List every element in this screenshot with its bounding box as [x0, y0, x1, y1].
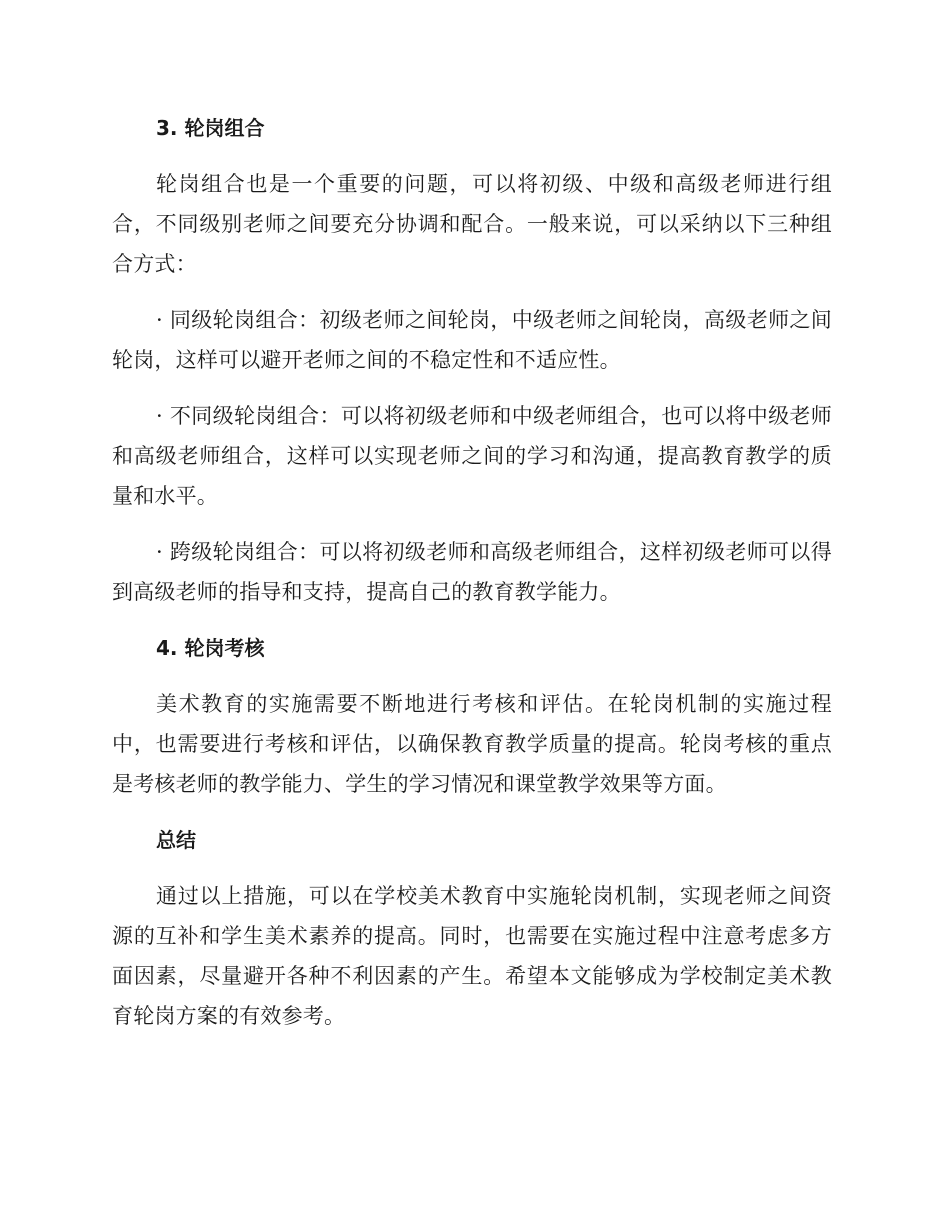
- bullet-cross-level: · 跨级轮岗组合：可以将初级老师和高级老师组合，这样初级老师可以得到高级老师的指导和支持，提高自己的教育教学能力。: [112, 540, 832, 604]
- summary-body: 通过以上措施，可以在学校美术教育中实施轮岗机制，实现老师之间资源的互补和学生美术素养的提高。同时，也需要在实施过程中注意考虑多方面因素，尽量避开各种不利因素的产生。希望本文能够成为学校制定美术教育轮岗方案的有效参考。: [112, 884, 832, 1028]
- section-4-heading: 4. 轮岗考核: [156, 636, 265, 660]
- bullet-different-level: · 不同级轮岗组合：可以将初级老师和中级老师组合，也可以将中级老师和高级老师组合，这样可以实现老师之间的学习和沟通，提高教育教学的质量和水平。: [112, 404, 832, 508]
- bullet-same-level: · 同级轮岗组合：初级老师之间轮岗，中级老师之间轮岗，高级老师之间轮岗，这样可以避开老师之间的不稳定性和不适应性。: [112, 308, 832, 372]
- section-4-body: 美术教育的实施需要不断地进行考核和评估。在轮岗机制的实施过程中，也需要进行考核和评估，以确保教育教学质量的提高。轮岗考核的重点是考核老师的教学能力、学生的学习情况和课堂教学效果等方面。: [112, 692, 832, 796]
- summary-heading: 总结: [156, 828, 196, 852]
- section-3-heading: 3. 轮岗组合: [156, 116, 265, 140]
- document-page: [112, 108, 832, 1052]
- section-3-intro: 轮岗组合也是一个重要的问题，可以将初级、中级和高级老师进行组合，不同级别老师之间要充分协调和配合。一般来说，可以采纳以下三种组合方式：: [112, 172, 832, 276]
